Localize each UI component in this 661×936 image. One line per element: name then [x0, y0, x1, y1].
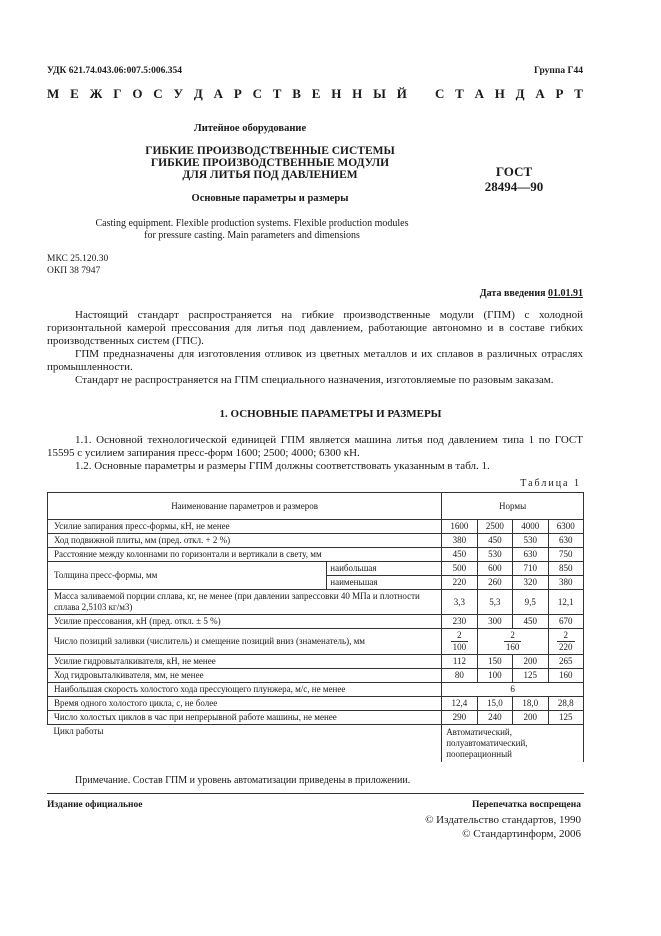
table-row [48, 590, 584, 615]
banner-letter: Н [331, 86, 342, 101]
table-label: Таблица 1 [520, 478, 581, 489]
table-cell: 450 [477, 534, 512, 548]
okp-code: ОКП 38 7947 [47, 266, 101, 276]
table-row [48, 562, 584, 576]
table-cell: 320 [513, 576, 548, 590]
header-norms-cell: Нормы [442, 493, 584, 520]
banner-letter: В [292, 86, 301, 101]
edition-label: Издание официальное [47, 800, 143, 810]
banner-letter: Д [515, 86, 525, 101]
banner-letter: Е [311, 86, 321, 101]
table-cell: 450 [513, 615, 548, 629]
fraction-numerator: 2 [557, 630, 575, 642]
banner-word-standard [435, 86, 583, 102]
document-subtitle: Основные параметры и размеры [191, 193, 349, 204]
table-cell: 710 [513, 562, 548, 576]
row-name: Число позиций заливки (числитель) и смещение позиций вниз (знаменатель), мм [48, 629, 442, 655]
table-row [48, 548, 584, 562]
banner-letter: Т [272, 86, 282, 101]
banner-letter: Д [193, 86, 203, 101]
row-name: Число холостых циклов в час при непрерывной работе машины, не менее [48, 711, 442, 725]
title-line-2: ГИБКИЕ ПРОИЗВОДСТВЕННЫЕ МОДУЛИ [150, 157, 390, 169]
table-cell: 630 [513, 548, 548, 562]
table-cell: 260 [477, 576, 512, 590]
table-cell: 380 [548, 576, 584, 590]
banner-letter: А [535, 86, 545, 101]
table-cell: 125 [548, 711, 584, 725]
fraction-numerator: 2 [451, 630, 469, 642]
table-row [48, 629, 584, 655]
table-cell: 500 [442, 562, 477, 576]
banner-letter: Т [574, 86, 583, 101]
paragraph-1-2: 1.2. Основные параметры и размеры ГПМ должны соответствовать указанным в табл. 1. [75, 460, 490, 472]
table-cell: 200 [513, 711, 548, 725]
table-cell: Автоматический, полуавтоматический, пооперационный [442, 725, 584, 763]
row-name: Усилие гидровыталкивателя, кН, не менее [48, 655, 442, 669]
table-cell: 265 [548, 655, 584, 669]
table-cell: 450 [442, 548, 477, 562]
table-cell: 12,4 [442, 697, 477, 711]
document-title [70, 145, 470, 181]
banner-letter: С [435, 86, 445, 101]
table-cell: 850 [548, 562, 584, 576]
row-name: Цикл работы [48, 725, 442, 763]
table-row [48, 683, 584, 697]
table-row [48, 725, 584, 763]
introduction-date [480, 288, 583, 299]
banner-letter: Й [396, 86, 407, 101]
table-cell: 200 [513, 655, 548, 669]
table-cell: 530 [513, 534, 548, 548]
paragraph-exclusion: Стандарт не распространяется на ГПМ специального назначения, изготовляемые по разовым заказам. [75, 374, 554, 386]
date-value: 01.01.91 [548, 288, 583, 299]
banner-letter: Е [70, 86, 79, 101]
row-subname: наименьшая [327, 576, 442, 590]
paragraph-1-1: 1.1. Основной технологической единицей ГПМ является машина литья под давлением типа 1 по ГОСТ 15595 с усилием запирания пресс-форм 1600; 2500; 4000; 6300 кН. [47, 434, 583, 459]
table-row [48, 697, 584, 711]
title-line-3: ДЛЯ ЛИТЬЯ ПОД ДАВЛЕНИЕМ [182, 169, 358, 181]
banner-letter: С [252, 86, 262, 101]
fraction [504, 630, 522, 653]
english-title-line-1: Casting equipment. Flexible production systems. Flexible production modules [95, 218, 409, 229]
banner-letter: Р [233, 86, 242, 101]
banner-letter: Г [113, 86, 122, 101]
gost-number: 28494—90 [484, 179, 544, 194]
table-cell: 630 [548, 534, 584, 548]
banner-letter: Н [352, 86, 363, 101]
table-header-row [48, 493, 584, 520]
row-name: Толщина пресс-формы, мм [48, 562, 327, 590]
table-cell: 112 [442, 655, 477, 669]
table-cell [548, 629, 584, 655]
copyright-publisher: © Издательство стандартов, 1990 [425, 814, 581, 826]
row-name: Расстояние между колоннами по горизонтали и вертикали в свету, мм [48, 548, 442, 562]
table-cell: 300 [477, 615, 512, 629]
banner-letter: А [213, 86, 223, 101]
udk-code: УДК 621.74.043.06:007.5:006.354 [47, 66, 183, 76]
section-heading: 1. ОСНОВНЫЕ ПАРАМЕТРЫ И РАЗМЕРЫ [219, 408, 442, 420]
banner-letter: О [132, 86, 143, 101]
table-cell: 4000 [513, 520, 548, 534]
table-cell: 750 [548, 548, 584, 562]
table-row [48, 655, 584, 669]
row-name: Ход подвижной плиты, мм (пред. откл. + 2 %) [48, 534, 442, 548]
table-cell: 150 [477, 655, 512, 669]
table-cell: 15,0 [477, 697, 512, 711]
row-name: Наибольшая скорость холостого хода прессующего плунжера, м/с, не менее [48, 683, 442, 697]
table-note: Примечание. Состав ГПМ и уровень автоматизации приведены в приложении. [75, 775, 411, 786]
table-cell: 28,8 [548, 697, 584, 711]
fraction [451, 630, 469, 653]
row-subname: наибольшая [327, 562, 442, 576]
banner-letter: У [173, 86, 184, 101]
date-label: Дата введения [479, 288, 546, 299]
banner-letter: Ж [89, 86, 103, 101]
fraction-denominator: 220 [559, 642, 573, 652]
fraction-numerator: 2 [504, 630, 522, 642]
fraction-denominator: 160 [505, 642, 520, 652]
reprint-notice: Перепечатка воспрещена [471, 800, 581, 810]
table-cell: 160 [548, 669, 584, 683]
row-name: Усилие запирания пресс-формы, кН, не менее [48, 520, 442, 534]
table-cell: 18,0 [513, 697, 548, 711]
table-cell: 12,1 [548, 590, 584, 615]
table-row [48, 534, 584, 548]
banner-letter: Н [494, 86, 505, 101]
row-name: Усилие прессования, кН (пред. откл. ± 5 %) [48, 615, 442, 629]
table-cell: 1600 [442, 520, 477, 534]
table-cell: 3,3 [442, 590, 477, 615]
banner-letter: Р [555, 86, 564, 101]
gost-label: ГОСТ [495, 164, 533, 179]
table-cell: 240 [477, 711, 512, 725]
title-line-1: ГИБКИЕ ПРОИЗВОДСТВЕННЫЕ СИСТЕМЫ [145, 145, 395, 157]
table-cell: 6 [442, 683, 584, 697]
row-name: Ход гидровыталкивателя, мм, не менее [48, 669, 442, 683]
group-code: Группа Г44 [534, 66, 583, 76]
table-cell [442, 629, 477, 655]
banner-letter: Т [455, 86, 464, 101]
footer-divider [47, 793, 584, 794]
table-cell: 5,3 [477, 590, 512, 615]
classification-codes [47, 253, 108, 277]
table-cell: 670 [548, 615, 584, 629]
parameters-table [47, 492, 584, 762]
english-title-line-2: for pressure casting. Main parameters and dimensions [144, 230, 360, 241]
table-cell [477, 629, 548, 655]
table-cell: 100 [477, 669, 512, 683]
paragraph-scope: Настоящий стандарт распространяется на гибкие производственные модули (ГПМ) с холодной горизонтальной камерой прессования для литья под давлением, работающие автономно и в составе гибких производственных систем (ГПС). [47, 309, 583, 347]
table-cell: 290 [442, 711, 477, 725]
table-cell: 125 [513, 669, 548, 683]
table-cell: 80 [442, 669, 477, 683]
english-title [62, 218, 442, 242]
table-cell: 380 [442, 534, 477, 548]
banner-letter: М [47, 86, 60, 101]
banner-letter: А [474, 86, 484, 101]
table-row [48, 615, 584, 629]
gost-designation [472, 164, 556, 194]
banner-word-interstate [47, 86, 407, 102]
fraction-denominator: 100 [452, 642, 467, 652]
header-name-cell: Наименование параметров и размеров [48, 493, 442, 520]
row-name: Масса заливаемой порции сплава, кг, не менее (при давлении запрессовки 40 МПа и плотности сплава 2,5103 кг/м3) [48, 590, 442, 615]
paragraph-purpose: ГПМ предназначены для изготовления отливок из цветных металлов и их сплавов в различных отраслях промышленности. [47, 348, 583, 373]
equipment-category: Литейное оборудование [193, 123, 307, 134]
table-cell: 220 [442, 576, 477, 590]
table-cell: 600 [477, 562, 512, 576]
banner-letter: С [153, 86, 163, 101]
banner-letter: Ы [373, 86, 386, 101]
standard-banner [47, 86, 583, 102]
mks-code: МКС 25.120.30 [47, 254, 109, 264]
copyright-standartinform: © Стандартинформ, 2006 [462, 828, 581, 840]
row-name: Время одного холостого цикла, с, не более [48, 697, 442, 711]
table-row [48, 520, 584, 534]
table-cell: 6300 [548, 520, 584, 534]
table-row [48, 669, 584, 683]
table-cell: 230 [442, 615, 477, 629]
fraction [557, 630, 575, 653]
table-cell: 9,5 [513, 590, 548, 615]
table-cell: 530 [477, 548, 512, 562]
table-row [48, 711, 584, 725]
table-cell: 2500 [477, 520, 512, 534]
